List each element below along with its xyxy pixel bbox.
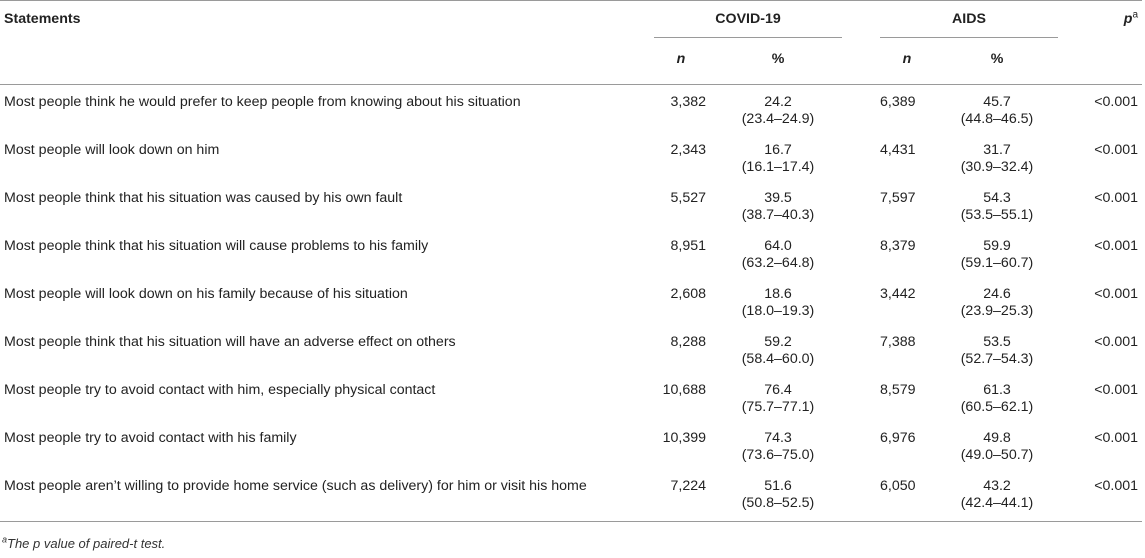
table-row <box>0 277 1142 325</box>
table-row <box>0 181 1142 229</box>
header-aids: AIDS <box>880 1 1060 39</box>
table-row <box>0 325 1142 373</box>
header-aids-pct: % <box>990 50 1004 67</box>
statement-cell: Most people try to avoid contact with his family <box>4 429 297 446</box>
statement-cell: Most people think that his situation will have an adverse effect on others <box>4 333 456 350</box>
aids-pct-cell: 49.8 (49.0–50.7) <box>960 429 1034 463</box>
covid-n-cell: 10,399 <box>662 429 706 446</box>
statement-cell: Most people will look down on him <box>4 141 220 158</box>
footnote: $^a$The p value of paired-t test. <box>2 534 166 551</box>
table-header <box>0 1 1142 85</box>
covid-n-cell: 8,288 <box>670 333 706 350</box>
header-row-group <box>0 1 1142 39</box>
aids-pct-cell: 53.5 (52.7–54.3) <box>960 333 1034 367</box>
aids-pct-cell: 59.9 (59.1–60.7) <box>960 237 1034 271</box>
covid-pct-cell: 39.5 (38.7–40.3) <box>741 189 815 223</box>
p-value-cell: <0.001 <box>1094 477 1138 494</box>
table-row <box>0 133 1142 181</box>
p-value-cell: <0.001 <box>1094 237 1138 254</box>
aids-pct-cell: 54.3 (53.5–55.1) <box>960 189 1034 223</box>
table-body <box>0 85 1142 521</box>
aids-n-cell: 8,379 <box>880 237 916 254</box>
p-value-cell: <0.001 <box>1094 429 1138 446</box>
covid-pct-cell: 64.0 (63.2–64.8) <box>741 237 815 271</box>
covid-n-cell: 8,951 <box>670 237 706 254</box>
p-value-cell: <0.001 <box>1094 333 1138 350</box>
header-aids-n: n <box>902 50 912 67</box>
covid-pct-cell: 51.6 (50.8–52.5) <box>741 477 815 511</box>
aids-pct-cell: 43.2 (42.4–44.1) <box>960 477 1034 511</box>
covid-n-cell: 10,688 <box>662 381 706 398</box>
p-value-cell: <0.001 <box>1094 141 1138 158</box>
table-row <box>0 229 1142 277</box>
p-value-cell: <0.001 <box>1094 381 1138 398</box>
aids-pct-cell: 45.7 (44.8–46.5) <box>960 94 1034 127</box>
aids-n-cell: 3,442 <box>880 285 916 302</box>
aids-pct-cell: 24.6 (23.9–25.3) <box>960 285 1034 319</box>
statement-cell: Most people aren’t willing to provide home service (such as delivery) for him or visit his home <box>4 477 587 494</box>
table-row <box>0 421 1142 469</box>
header-covid-pct: % <box>771 50 785 67</box>
aids-n-cell: 7,388 <box>880 333 916 350</box>
table-row <box>0 373 1142 421</box>
covid-pct-cell: 74.3 (73.6–75.0) <box>741 429 815 463</box>
covid-pct-cell: 24.2 (23.4–24.9) <box>741 94 815 127</box>
p-value-cell: <0.001 <box>1094 285 1138 302</box>
covid-pct-cell: 18.6 (18.0–19.3) <box>741 285 815 319</box>
covid-n-cell: 3,382 <box>670 94 706 110</box>
header-covid: COVID-19 <box>652 1 846 39</box>
aids-n-cell: 6,389 <box>880 94 916 110</box>
covid-pct-cell: 59.2 (58.4–60.0) <box>741 333 815 367</box>
header-p: $p^a$ <box>1123 9 1138 27</box>
statement-cell: Most people think he would prefer to keep people from knowing about his situation <box>4 94 521 110</box>
covid-n-cell: 2,343 <box>670 141 706 158</box>
p-value-cell: <0.001 <box>1094 189 1138 206</box>
statement-cell: Most people try to avoid contact with him, especially physical contact <box>4 381 436 398</box>
aids-n-cell: 4,431 <box>880 141 916 158</box>
aids-pct-cell: 31.7 (30.9–32.4) <box>960 141 1034 175</box>
table-row <box>0 469 1142 521</box>
header-covid-n: n <box>676 50 686 67</box>
statement-cell: Most people think that his situation will cause problems to his family <box>4 237 429 254</box>
aids-n-cell: 7,597 <box>880 189 916 206</box>
aids-n-cell: 6,976 <box>880 429 916 446</box>
p-value-cell: <0.001 <box>1094 94 1138 110</box>
header-statements: Statements <box>4 11 81 27</box>
covid-n-cell: 5,527 <box>670 189 706 206</box>
covid-pct-cell: 76.4 (75.7–77.1) <box>741 381 815 415</box>
covid-n-cell: 2,608 <box>670 285 706 302</box>
aids-pct-cell: 61.3 (60.5–62.1) <box>960 381 1034 415</box>
covid-n-cell: 7,224 <box>670 477 706 494</box>
statement-cell: Most people will look down on his family because of his situation <box>4 285 408 302</box>
table-row <box>0 85 1142 133</box>
aids-n-cell: 6,050 <box>880 477 916 494</box>
statement-cell: Most people think that his situation was caused by his own fault <box>4 189 403 206</box>
covid-pct-cell: 16.7 (16.1–17.4) <box>741 141 815 175</box>
aids-n-cell: 8,579 <box>880 381 916 398</box>
table-bottom-rule <box>0 521 1142 522</box>
